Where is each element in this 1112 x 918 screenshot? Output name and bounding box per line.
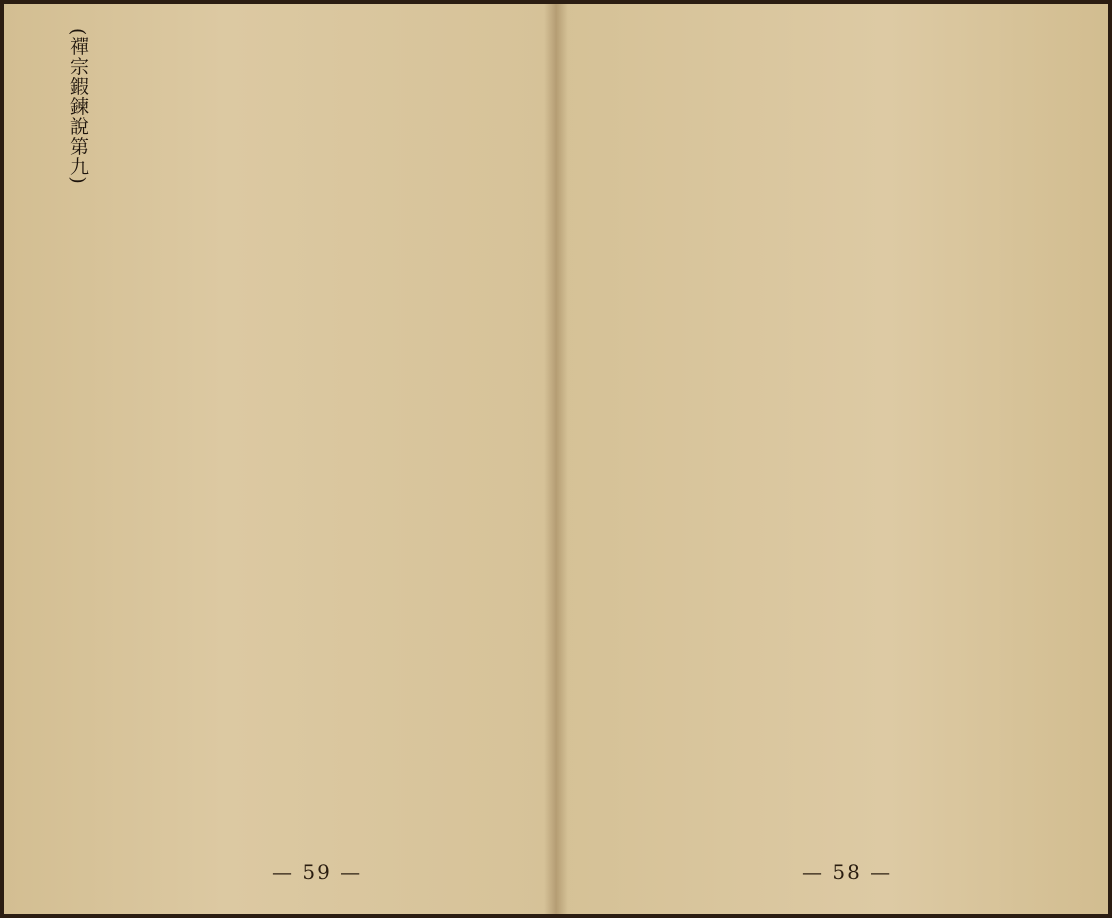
book-gutter — [544, 4, 568, 914]
section-heading: (禪宗鍜鍊說第九) — [67, 28, 89, 185]
book-spread — [4, 4, 1108, 914]
page-number-left: — 59 — — [272, 860, 363, 884]
page-right — [556, 4, 1108, 914]
text-block-right — [592, 22, 1068, 850]
page-number-right: — 58 — — [802, 860, 893, 884]
page-left — [4, 4, 556, 914]
text-block-left — [58, 22, 528, 850]
